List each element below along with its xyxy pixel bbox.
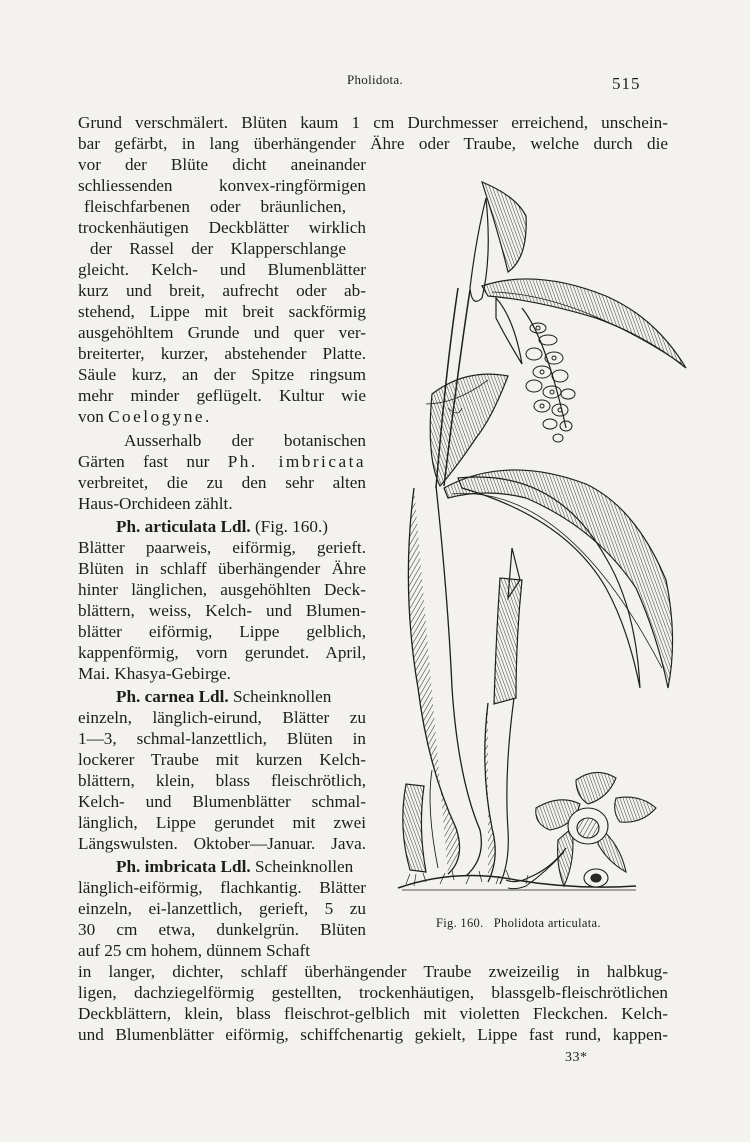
text-line: schliessenden konvex-ringförmigen (78, 176, 366, 195)
species-heading: Ph. articulata Ldl. (116, 517, 251, 536)
running-header: Pholidota. (346, 72, 404, 87)
figure-title: Pholidota articulata. (493, 916, 601, 930)
text-line: kappenförmig, vorn gerundet. April, (78, 643, 366, 662)
text-line: trockenhäutigen Deckblätter wirklich (78, 218, 366, 237)
text-line: breiterter, kurzer, abstehender Platte. (78, 344, 366, 363)
text-line: Mai. Khasya-Gebirge. (78, 664, 231, 683)
text-line: vor der Blüte dicht aneinander (78, 155, 366, 174)
text-fragment: Scheinknollen (250, 857, 354, 876)
text-line: Säule kurz, an der Spitze ringsum (78, 365, 366, 384)
species-heading-line (116, 516, 328, 537)
figure-number: Fig. 160. (436, 916, 484, 930)
text-line: blätter eiförmig, Lippe gelblich, (78, 622, 366, 641)
species-heading: Ph. carnea Ldl. (116, 687, 229, 706)
text-line: mehr minder geflügelt. Kultur wie (78, 386, 366, 405)
text-line: 1—3, schmal-lanzettlich, Blüten in (78, 729, 366, 748)
text-line: blättern, klein, blass fleischrötlich, (78, 771, 366, 790)
text-line: auf 25 cm hohem, dünnem Schaft (78, 941, 310, 960)
text-line (78, 406, 209, 427)
text-line: Blätter paarweis, eiförmig, gerieft. (78, 538, 366, 557)
species-name: Ph. imbricata (227, 452, 366, 471)
text-line: bar gefärbt, in lang überhängender Ähre oder Traube, welche durch die (78, 134, 668, 153)
text-fragment: . (205, 407, 210, 426)
text-line: Deckblättern, klein, blass fleischrot-gelblich mit violetten Fleckchen. Kelch- (78, 1004, 668, 1023)
text-line: blättern, weiss, Kelch- und Blumen- (78, 601, 366, 620)
species-heading: Ph. imbricata Ldl. (116, 857, 251, 876)
text-line: Haus-Orchideen zählt. (78, 494, 233, 513)
text-line: einzeln, länglich-eirund, Blätter zu (78, 708, 366, 727)
text-line: und Blumenblätter eiförmig, schiffchenartig gekielt, Lippe fast rund, kappen- (78, 1025, 668, 1044)
text-line: gleicht. Kelch- und Blumenblätter (78, 260, 366, 279)
species-heading-line (116, 856, 353, 877)
text-line: stehend, Lippe mit breit sackförmig (78, 302, 366, 321)
text-fragment: Scheinknollen (228, 687, 332, 706)
text-line: in langer, dichter, schlaff überhängender Traube zweizeilig in halbkug- (78, 962, 668, 981)
figure-caption (436, 916, 601, 931)
text-line: Ausserhalb der botanischen (124, 431, 366, 450)
text-line: kurz und breit, aufrecht oder ab- (78, 281, 366, 300)
text-line: Längswulsten. Oktober—Januar. Java. (78, 834, 366, 853)
text-fragment: Gärten fast nur (78, 452, 228, 471)
text-fragment: (Fig. 160.) (250, 517, 328, 536)
text-line (78, 451, 366, 472)
text-line: einzeln, ei-lanzettlich, gerieft, 5 zu (78, 899, 366, 918)
page-number: 515 (612, 74, 641, 93)
text-line: hinter länglichen, ausgehöhlten Deck- (78, 580, 366, 599)
text-line: Blüten in schlaff überhängender Ähre (78, 559, 366, 578)
text-line: Grund verschmälert. Blüten kaum 1 cm Durchmesser erreichend, unschein- (78, 113, 668, 132)
text-line: ligen, dachziegelförmig gestellten, trockenhäutigen, blassgelb-fleischrötlichen (78, 983, 668, 1002)
text-line: 30 cm etwa, dunkelgrün. Blüten (78, 920, 366, 939)
text-fragment: von (78, 407, 109, 426)
text-line: länglich-eiförmig, flachkantig. Blätter (78, 878, 366, 897)
text-line: Kelch- und Blumenblätter schmal- (78, 792, 366, 811)
orchid-illustration (396, 168, 696, 904)
text-line: fleischfarbenen oder bräunlichen, (84, 197, 346, 216)
text-line: verbreitet, die zu den sehr alten (78, 473, 366, 492)
genus-name: Coelogyne (108, 407, 206, 426)
text-line: länglich, Lippe gerundet mit zwei (78, 813, 366, 832)
text-line: ausgehöhltem Grunde und quer ver- (78, 323, 366, 342)
text-line: lockerer Traube mit kurzen Kelch- (78, 750, 366, 769)
text-line: der Rassel der Klapperschlange (90, 239, 346, 258)
species-heading-line (116, 686, 331, 707)
printer-signature: 33* (565, 1050, 588, 1065)
